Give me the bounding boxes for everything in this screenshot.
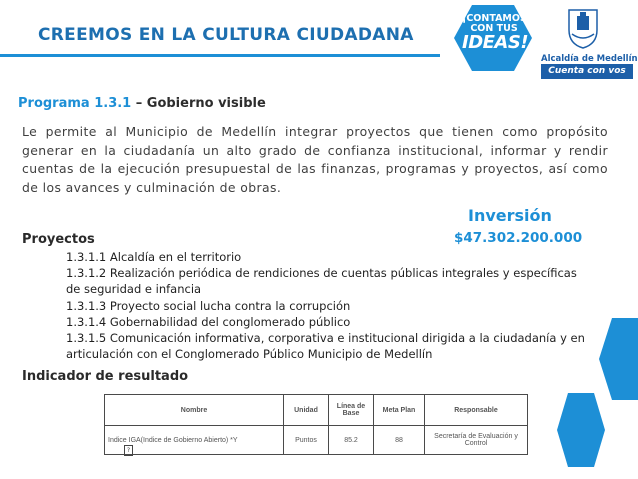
program-name: – Gobierno visible <box>131 96 266 111</box>
cell-responsable: Secretaría de Evaluación y Control <box>425 426 528 455</box>
missing-glyph-marker: ? <box>124 445 133 456</box>
medellin-coat-of-arms-icon <box>566 6 600 50</box>
investment-label: Inversión <box>468 206 552 225</box>
decorative-hexagon <box>556 391 606 469</box>
indicator-table <box>104 394 528 455</box>
column-header-nombre: Nombre <box>105 395 284 426</box>
column-header-meta-plan: Meta Plan <box>374 395 425 426</box>
column-header-unidad: Unidad <box>284 395 329 426</box>
cell-linea-base: 85.2 <box>329 426 374 455</box>
column-header-responsable: Responsable <box>425 395 528 426</box>
projects-list <box>66 249 586 362</box>
project-item: 1.3.1.2 Realización periódica de rendiciones de cuentas públicas integrales y específicas de seguridad e infancia <box>66 266 577 297</box>
program-title <box>18 96 266 111</box>
indicator-heading: Indicador de resultado <box>22 369 189 384</box>
page-header-title: CREEMOS EN LA CULTURA CIUDADANA <box>38 25 414 45</box>
ideas-badge-text <box>462 13 529 53</box>
logo-cuenta-con-vos-text: Cuenta con vos <box>541 64 633 79</box>
program-description: Le permite al Municipio de Medellín integrar proyectos que tienen como propósito generar en la ciudadanía un alto grado de confianza institucional, informar y rendir cuentas de la ejecución presupuestal de las finanzas, programas y proyectos, así como de los avances y culminación de obras. <box>22 124 608 195</box>
program-code: Programa 1.3.1 <box>18 96 132 111</box>
logo-alcaldia-text: Alcaldía de Medellín <box>541 54 638 64</box>
decorative-hexagon-edge <box>598 316 638 402</box>
column-header-linea-base: Línea de Base <box>329 395 374 426</box>
project-item: 1.3.1.3 Proyecto social lucha contra la corrupción <box>66 298 351 313</box>
table-row <box>105 426 528 455</box>
cell-meta-plan: 88 <box>374 426 425 455</box>
project-item: 1.3.1.5 Comunicación informativa, corporativa e institucional dirigida a la ciudadanía y en articulación con el Conglomerado Público Municipio de Medellín <box>66 331 585 362</box>
header-divider <box>0 54 440 57</box>
projects-heading: Proyectos <box>22 232 95 247</box>
cell-unidad: Puntos <box>284 426 329 455</box>
project-item: 1.3.1.4 Gobernabilidad del conglomerado público <box>66 314 351 329</box>
badge-line-1: ¡CONTAMOS <box>462 13 527 24</box>
investment-value: $47.302.200.000 <box>454 230 583 246</box>
badge-line-3: IDEAS! <box>462 31 529 53</box>
table-header-row <box>105 395 528 426</box>
badge-line-2: CON TUS <box>470 22 518 34</box>
project-item: 1.3.1.1 Alcaldía en el territorio <box>66 250 242 264</box>
cell-nombre: Indice IGA(Indice de Gobierno Abierto) *Y <box>105 426 284 455</box>
